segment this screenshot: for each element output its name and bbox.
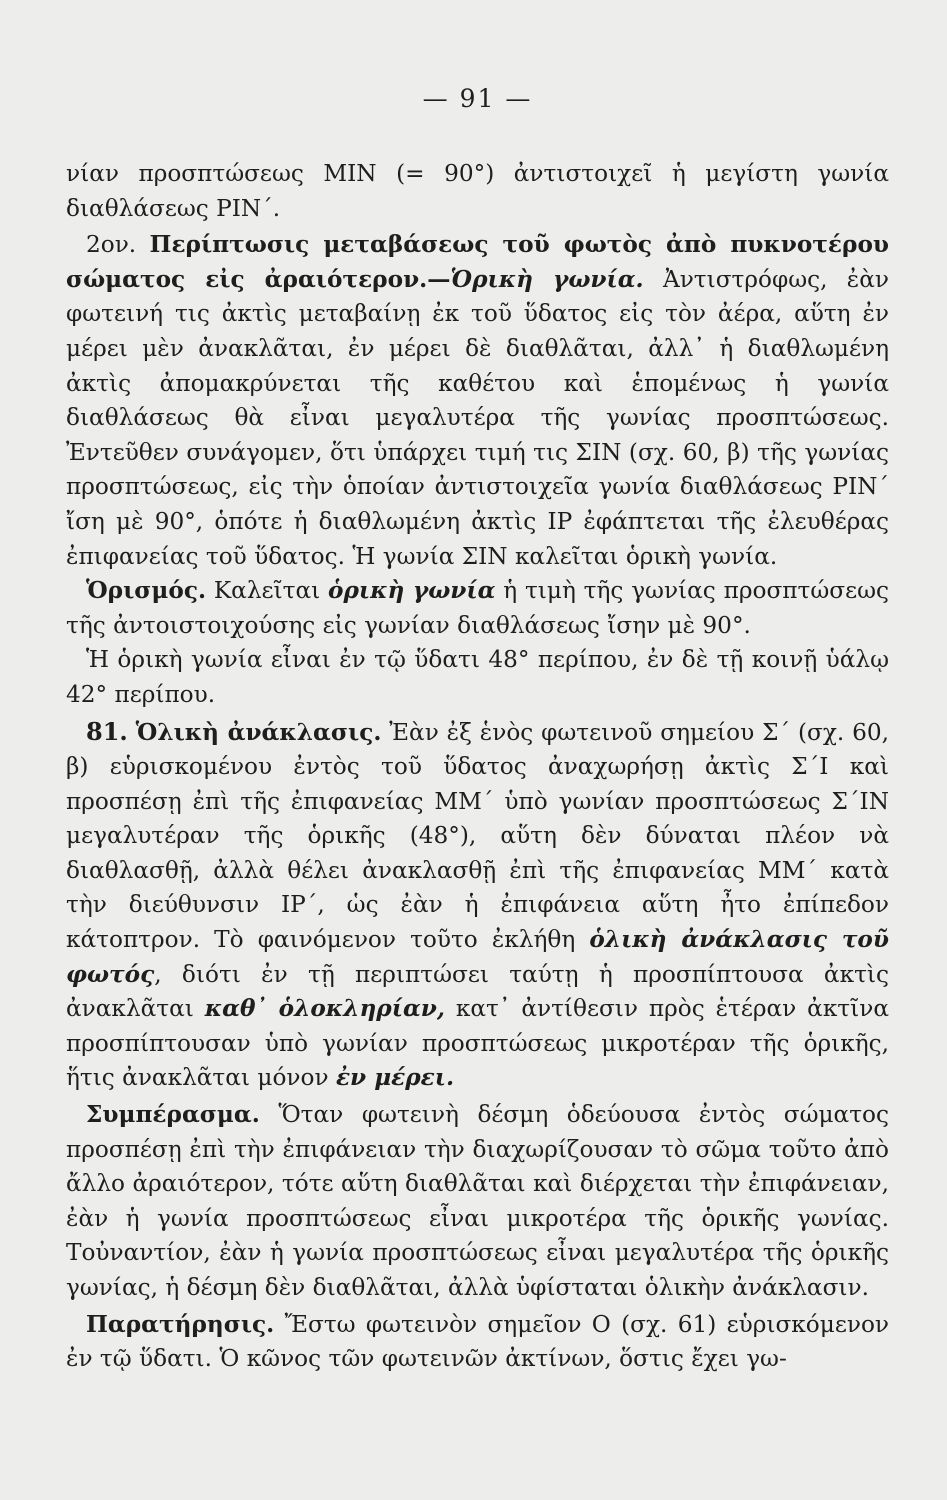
paragraph-conclusion bbox=[66, 1098, 889, 1306]
paragraph-text: Ἡ ὁρικὴ γωνία εἶναι ἐν τῷ ὕδατι 48° περίπου, ἐν δὲ τῇ κοινῇ ὑάλῳ 42° περίπου. bbox=[66, 646, 889, 708]
paragraph-text: Ἀντιστρόφως, ἐὰν φωτεινή τις ἀκτὶς μεταβαίνῃ ἐκ τοῦ ὕδατος εἰς τὸν ἀέρα, αὕτη ἐν μέρει μὲν ἀνακλᾶται, ἐν μέρει δὲ διαθλᾶται, ἀλλ᾽ ἡ διαθλωμένη ἀκτὶς ἀπομακρύνεται τῆς καθέτου καὶ ἑπομένως ἡ γωνία διαθλάσεως θὰ εἶναι μεγαλυτέρα τῆς γωνίας προσπτώσεως. Ἐντεῦθεν συνάγομεν, ὅτι ὑπάρχει τιμή τις ΣΙΝ (σχ. 60, β) τῆς γωνίας προσπτώσεως, εἰς τὴν ὁποίαν ἀντιστοιχεῖα γωνία διαθλάσεως ΡΙΝ΄ ἴση μὲ 90°, ὁπότε ἡ διαθλωμένη ἀκτὶς ΙΡ ἐφάπτεται τῆς ἐλευθέρας ἐπιφανείας τοῦ ὕδατος. Ἡ γωνία ΣΙΝ καλεῖται ὁρικὴ γωνία. bbox=[66, 265, 890, 570]
definition-term: ὁρικὴ γωνία bbox=[328, 577, 496, 605]
paragraph-definition bbox=[66, 574, 889, 643]
section-heading: Ὁλικὴ ἀνάκλασις. bbox=[135, 718, 382, 746]
paragraph-remark bbox=[66, 1308, 889, 1377]
definition-text: ἡ τιμὴ τῆς γωνίας προσπτώσεως τῆς ἀντοιστοιχούσης εἰς γωνίαν διαθλάσεως ἴσην μὲ 90°. bbox=[66, 577, 889, 639]
definition-pre: Καλεῖται bbox=[206, 577, 329, 605]
paragraph-text: , διότι ἐν τῇ περιπτώσει ταύτῃ ἡ προσπίπτουσα ἀκτὶς ἀνακλᾶται bbox=[66, 960, 889, 1023]
section-label: 2ον. bbox=[86, 231, 137, 259]
conclusion-label: Συμπέρασμα. bbox=[86, 1101, 260, 1129]
paragraph-text: Ἐὰν ἐξ ἑνὸς φωτεινοῦ σημείου Σ΄ (σχ. 60, β) εὑρισκομένου ἐντὸς τοῦ ὕδατος ἀναχωρήσῃ ἀκτὶς Σ΄Ι καὶ προσπέσῃ ἐπὶ τῆς ἐπιφανείας ΜΜ΄ ὑπὸ γωνίαν προσπτώσεως Σ΄ΙΝ μεγαλυτέραν τῆς ὁρικῆς (48°), αὕτη δὲν δύναται πλέον νὰ διαθλασθῇ, ἀλλὰ θέλει ἀνακλασθῇ ἐπὶ τῆς ἐπιφανείας ΜΜ΄ κατὰ τὴν διεύθυνσιν ΙΡ΄, ὡς ἐὰν ἡ ἐπιφάνεια αὕτη ἦτο ἐπίπεδον κάτοπτρον. Τὸ φαινόμενον τοῦτο ἐκλήθη bbox=[66, 718, 889, 954]
paragraph-text: νίαν προσπτώσεως ΜΙΝ (= 90°) ἀντιστοιχεῖ ἡ μεγίστη γωνία διαθλάσεως ΡΙΝ΄. bbox=[66, 160, 889, 222]
section-heading: Περίπτωσις μεταβάσεως τοῦ φωτὸς ἀπὸ πυκνοτέρου σώματος εἰς ἀραιότερον.— bbox=[66, 231, 890, 293]
term-total-reflection: ὁλικὴ ἀνάκλασις τοῦ φωτός bbox=[66, 926, 889, 988]
term-partly: ἐν μέρει. bbox=[335, 1064, 455, 1092]
section-number: 81. bbox=[86, 716, 128, 746]
page-number: — 91 — bbox=[422, 84, 533, 113]
definition-label: Ὁρισμός. bbox=[86, 577, 207, 605]
term-entirely: καθ᾽ ὁλοκληρίαν, bbox=[204, 995, 445, 1023]
term-critical-angle: Ὁρικὴ γωνία. bbox=[450, 265, 644, 293]
paragraph-total-reflection bbox=[66, 715, 889, 1097]
paragraph-critical-angle bbox=[66, 228, 889, 574]
paragraph-continuation bbox=[66, 157, 889, 226]
paragraph-text: Ὅταν φωτεινὴ δέσμη ὁδεύουσα ἐντὸς σώματος προσπέσῃ ἐπὶ τὴν ἐπιφάνειαν τὴν διαχωρίζουσαν τὸ σῶμα τοῦτο ἀπὸ ἄλλο ἀραιότερον, τότε αὕτη διαθλᾶται καὶ διέρχεται τὴν ἐπιφάνειαν, ἐὰν ἡ γωνία προσπτώσεως εἶναι μικροτέρα τῆς ὁρικῆς γωνίας. Τοὐναντίον, ἐὰν ἡ γωνία προσπτώσεως εἶναι μεγαλυτέρα τῆς ὁρικῆς γωνίας, ἡ δέσμη δὲν διαθλᾶται, ἀλλὰ ὑφίσταται ὁλικὴν ἀνάκλασιν. bbox=[66, 1101, 889, 1301]
remark-label: Παρατήρησις. bbox=[86, 1310, 275, 1338]
paragraph-values bbox=[66, 643, 889, 712]
paragraph-text: Ἔστω φωτεινὸν σημεῖον Ο (σχ. 61) εὑρισκόμενον ἐν τῷ ὕδατι. Ὁ κῶνος τῶν φωτεινῶν ἀκτίνων, ὅστις ἔχει γω- bbox=[66, 1310, 889, 1373]
paragraph-text: κατ᾽ ἀντίθεσιν πρὸς ἑτέραν ἀκτῖνα προσπίπτουσαν ὑπὸ γωνίαν προσπτώσεως μικροτέραν τῆς ὁρικῆς, ἥτις ἀνακλᾶται μόνον bbox=[66, 995, 889, 1092]
